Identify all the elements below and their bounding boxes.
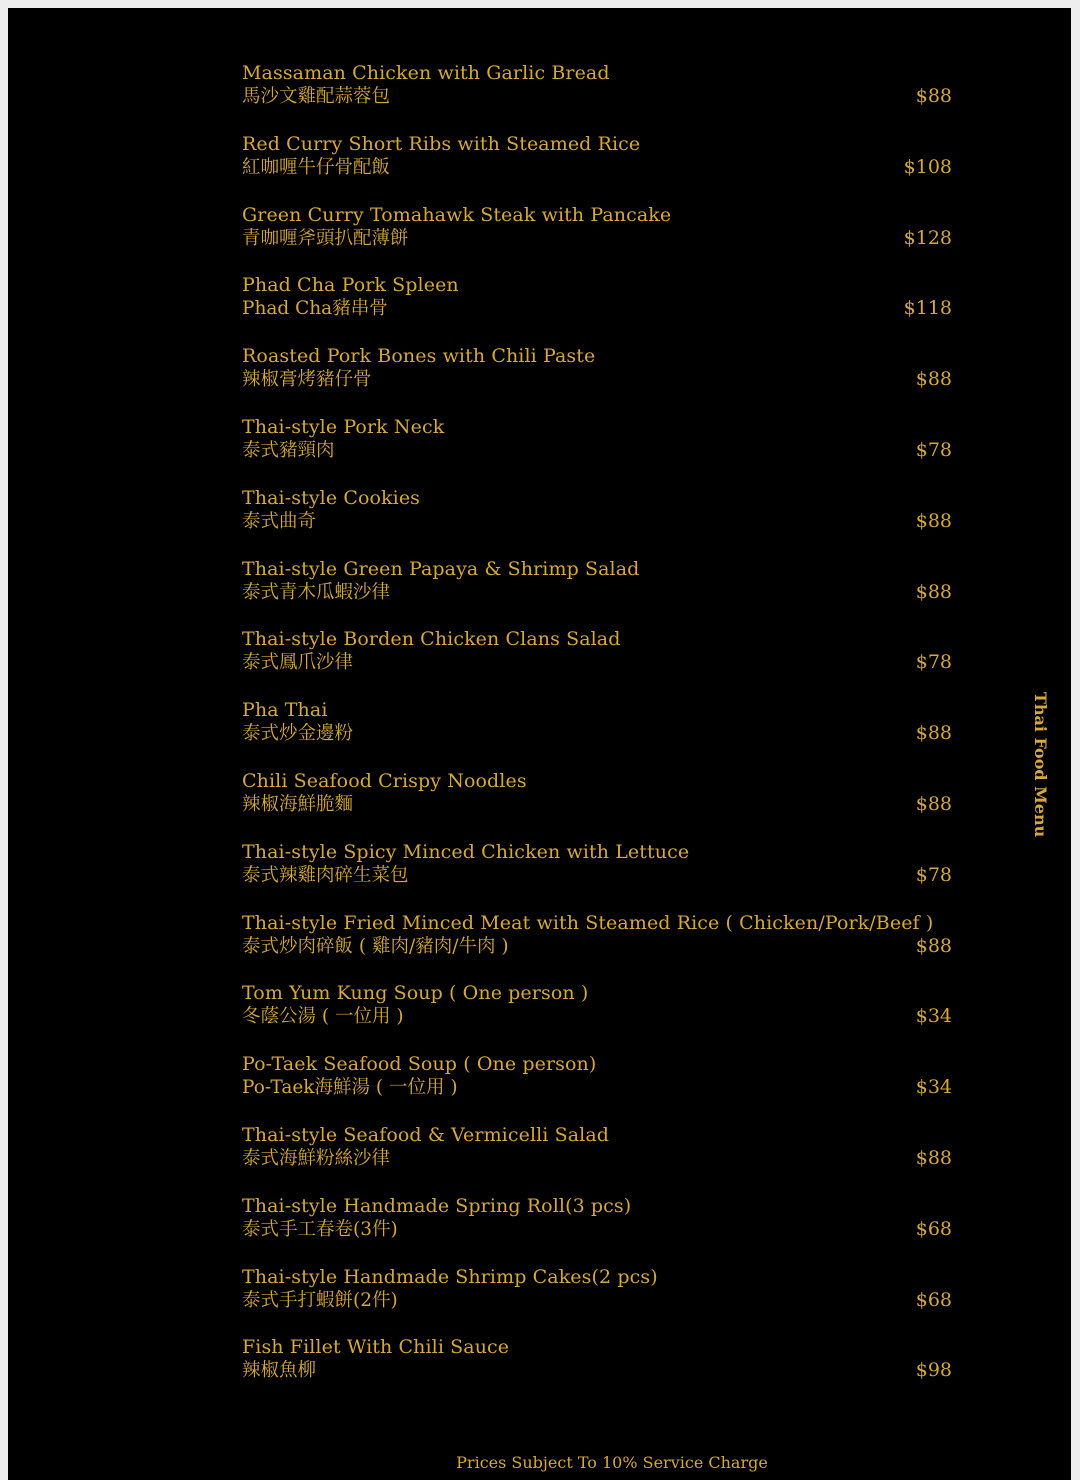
menu-item	[242, 1053, 952, 1124]
side-menu-title: Thai Food Menu	[1031, 692, 1050, 838]
menu-item	[242, 1266, 952, 1337]
menu-item	[242, 558, 952, 629]
service-charge-note: Prices Subject To 10% Service Charge	[456, 1453, 768, 1472]
item-english-name: Red Curry Short Ribs with Steamed Rice	[242, 132, 641, 155]
item-english-name: Thai-style Cookies	[242, 486, 421, 509]
item-price: $88	[915, 792, 952, 815]
menu-item	[242, 841, 952, 912]
menu-item	[242, 1195, 952, 1266]
item-price: $88	[915, 85, 952, 107]
menu-item	[242, 912, 952, 983]
item-english-name: Pha Thai	[242, 699, 328, 722]
menu-item	[242, 982, 952, 1053]
item-chinese-name: 泰式豬頸肉	[242, 439, 335, 461]
item-chinese-name: 泰式辣雞肉碎生菜包	[242, 864, 409, 886]
item-price: $88	[915, 368, 952, 391]
menu-item	[242, 274, 952, 345]
item-price: $34	[915, 1076, 952, 1099]
menu-item	[242, 487, 952, 558]
item-price: $68	[915, 1288, 952, 1311]
item-english-name: Thai-style Borden Chicken Clans Salad	[242, 628, 621, 651]
item-price: $88	[915, 509, 952, 532]
menu-item	[242, 628, 952, 699]
item-chinese-name: 泰式手工春卷(3件)	[242, 1218, 398, 1240]
item-price: $98	[915, 1359, 952, 1382]
item-english-name: Green Curry Tomahawk Steak with Pancake	[242, 203, 672, 226]
menu-item	[242, 345, 952, 416]
item-english-name: Thai-style Fried Minced Meat with Steamed Rice ( Chicken/Pork/Beef )	[242, 911, 934, 934]
item-english-name: Phad Cha Pork Spleen	[242, 274, 459, 297]
item-chinese-name: 泰式曲奇	[242, 510, 317, 532]
item-english-name: Thai-style Pork Neck	[242, 415, 445, 438]
menu-item	[242, 204, 952, 275]
item-chinese-name: 泰式海鮮粉絲沙律	[242, 1147, 391, 1169]
item-english-name: Tom Yum Kung Soup ( One person )	[242, 982, 589, 1005]
item-chinese-name: 泰式鳳爪沙律	[242, 652, 354, 674]
item-price: $88	[915, 580, 952, 603]
item-english-name: Thai-style Handmade Spring Roll(3 pcs)	[242, 1194, 632, 1217]
item-english-name: Thai-style Handmade Shrimp Cakes(2 pcs)	[242, 1265, 658, 1288]
menu-item	[242, 699, 952, 770]
item-english-name: Po-Taek Seafood Soup ( One person)	[242, 1053, 597, 1076]
menu-item	[242, 1336, 952, 1407]
item-price: $78	[915, 863, 952, 886]
item-english-name: Chili Seafood Crispy Noodles	[242, 769, 527, 792]
item-chinese-name: 青咖喱斧頭扒配薄餅	[242, 227, 409, 249]
item-chinese-name: 泰式青木瓜蝦沙律	[242, 581, 391, 603]
item-chinese-name: 辣椒海鮮脆麵	[242, 793, 354, 815]
menu-list	[242, 62, 952, 1407]
item-english-name: Fish Fillet With Chili Sauce	[242, 1336, 510, 1359]
menu-item	[242, 133, 952, 204]
item-english-name: Massaman Chicken with Garlic Bread	[242, 62, 610, 84]
item-chinese-name: 泰式炒肉碎飯 ( 雞肉/豬肉/牛肉 )	[242, 935, 509, 957]
item-price: $68	[915, 1217, 952, 1240]
menu-page	[8, 8, 1071, 1480]
item-english-name: Thai-style Seafood & Vermicelli Salad	[242, 1123, 610, 1146]
item-price: $78	[915, 651, 952, 674]
item-chinese-name: 辣椒魚柳	[242, 1360, 317, 1382]
item-price: $78	[915, 438, 952, 461]
item-chinese-name: 泰式手打蝦餅(2件)	[242, 1289, 398, 1311]
item-chinese-name: 泰式炒金邊粉	[242, 723, 354, 745]
item-chinese-name: Po-Taek海鮮湯 ( 一位用 )	[242, 1077, 458, 1099]
item-chinese-name: 馬沙文雞配蒜蓉包	[242, 86, 391, 107]
item-chinese-name: 紅咖喱牛仔骨配飯	[242, 156, 391, 178]
item-price: $88	[915, 722, 952, 745]
menu-item	[242, 770, 952, 841]
menu-item	[242, 1124, 952, 1195]
menu-item	[242, 416, 952, 487]
menu-item	[242, 62, 952, 133]
item-price: $118	[903, 297, 952, 320]
item-english-name: Thai-style Spicy Minced Chicken with Lettuce	[242, 840, 690, 863]
item-english-name: Thai-style Green Papaya & Shrimp Salad	[242, 557, 640, 580]
item-chinese-name: 辣椒膏烤豬仔骨	[242, 369, 372, 391]
item-price: $108	[903, 155, 952, 178]
item-chinese-name: Phad Cha豬串骨	[242, 298, 388, 320]
item-price: $34	[915, 1005, 952, 1028]
item-price: $88	[915, 934, 952, 957]
item-price: $128	[903, 226, 952, 249]
item-english-name: Roasted Pork Bones with Chili Paste	[242, 345, 596, 368]
item-price: $88	[915, 1146, 952, 1169]
item-chinese-name: 冬蔭公湯 ( 一位用 )	[242, 1006, 404, 1028]
